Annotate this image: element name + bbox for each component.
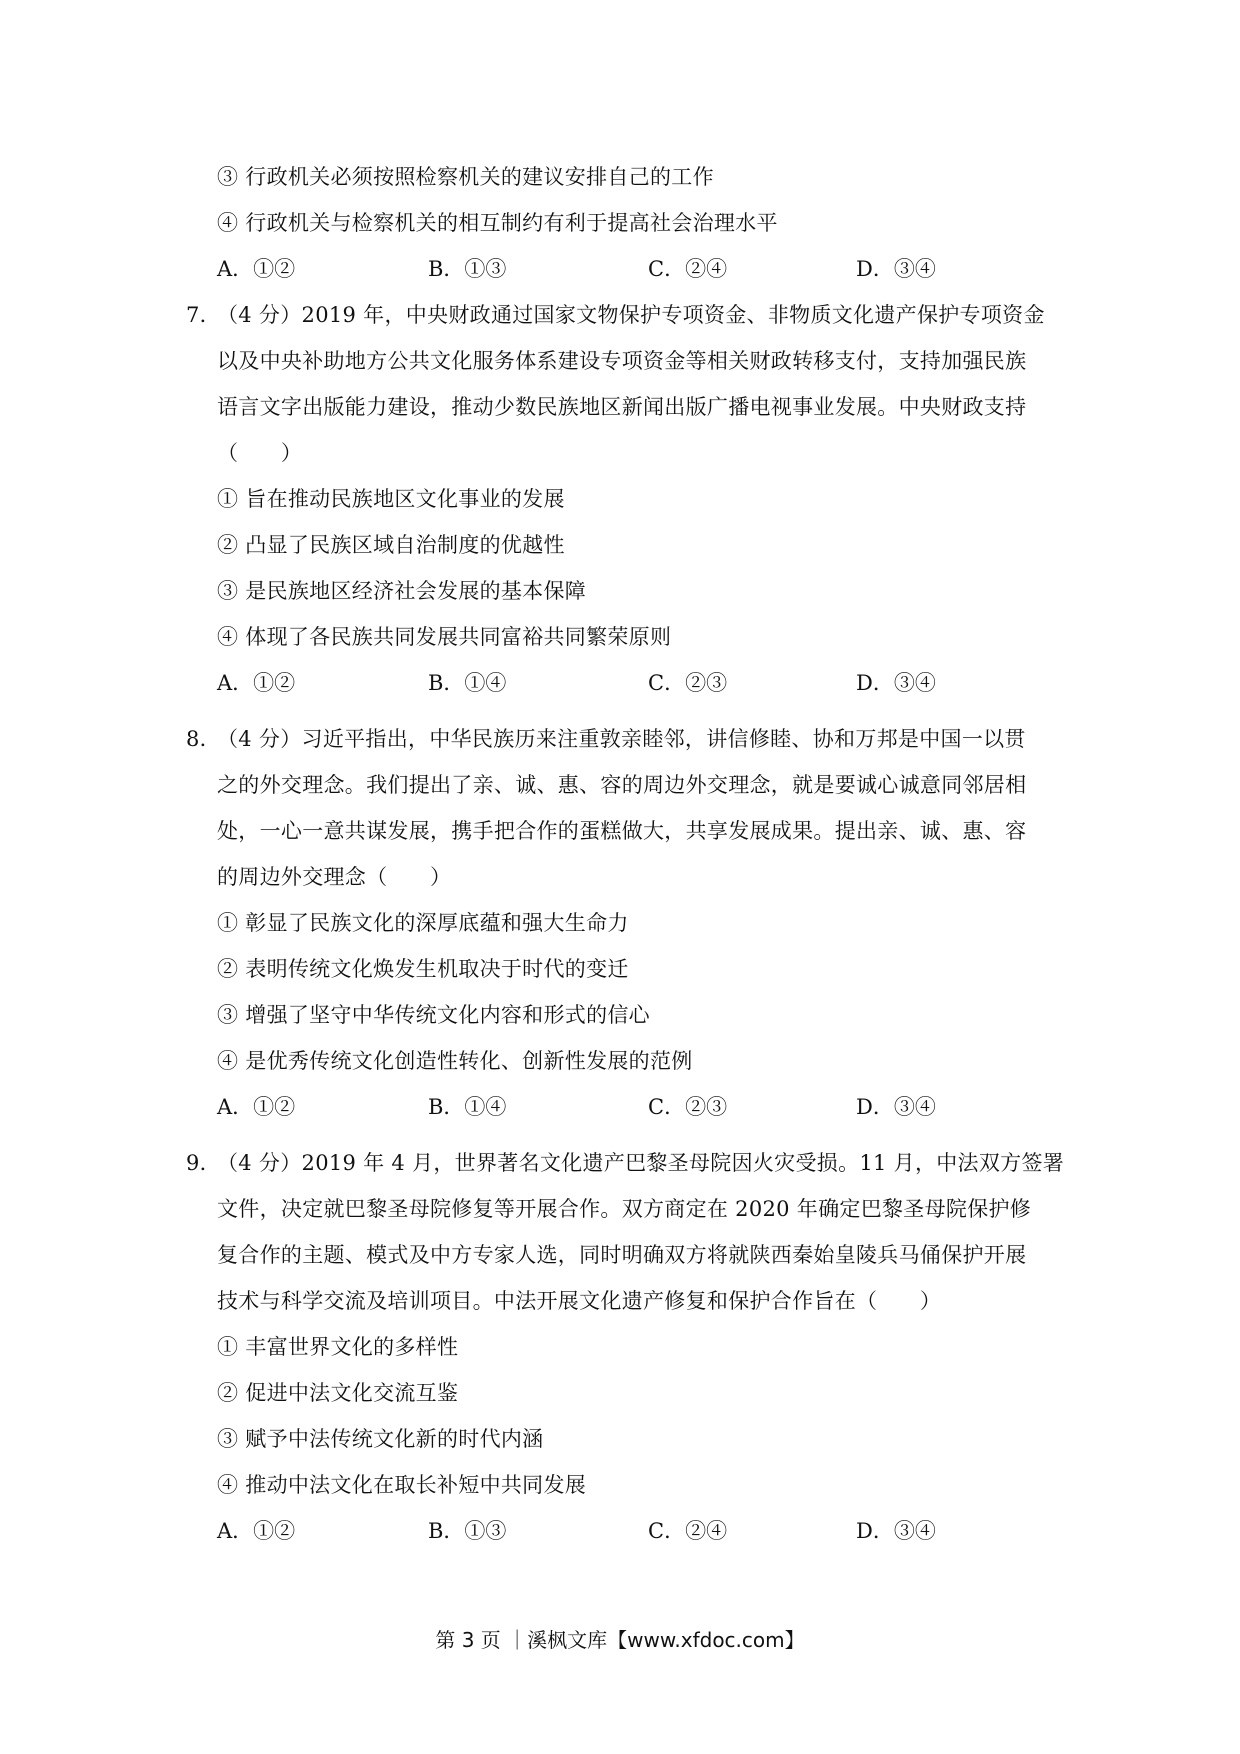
- choice-c: C．②④: [648, 1519, 728, 1543]
- q8-option-4: ④ 是优秀传统文化创造性转化、创新性发展的范例: [217, 1049, 693, 1073]
- q7-stem-line-4: （ ）: [217, 441, 303, 465]
- q8-choices: [217, 1092, 1017, 1122]
- choice-b: B．①③: [428, 1519, 507, 1543]
- q7-stem-line-1: [186, 300, 1056, 330]
- choice-c: C．②③: [648, 1095, 728, 1119]
- q8-stem-text-1: （4 分）习近平指出，中华民族历来注重敦亲睦邻，讲信修睦、协和万邦是中国一以贯: [217, 727, 1026, 751]
- q9-option-4: ④ 推动中法文化在取长补短中共同发展: [217, 1473, 587, 1497]
- q7-option-1: ① 旨在推动民族地区文化事业的发展: [217, 487, 565, 511]
- q8-option-1: ① 彰显了民族文化的深厚底蕴和强大生命力: [217, 911, 629, 935]
- q9-stem-line-3: 复合作的主题、模式及中方专家人选，同时明确双方将就陕西秦始皇陵兵马俑保护开展: [217, 1243, 1027, 1267]
- prev-option-4: ④ 行政机关与检察机关的相互制约有利于提高社会治理水平: [217, 211, 778, 235]
- q9-stem-line-4: 技术与科学交流及培训项目。中法开展文化遗产修复和保护合作旨在（ ）: [217, 1289, 942, 1313]
- choice-a: A．①②: [217, 257, 296, 281]
- prev-option-3: ③ 行政机关必须按照检察机关的建议安排自己的工作: [217, 165, 714, 189]
- q9-option-1: ① 丰富世界文化的多样性: [217, 1335, 459, 1359]
- q9-choices: [217, 1516, 1017, 1546]
- q9-stem-line-2: 文件，决定就巴黎圣母院修复等开展合作。双方商定在 2020 年确定巴黎圣母院保护修: [217, 1197, 1032, 1221]
- choice-c: C．②③: [648, 671, 728, 695]
- q8-number: 8．: [186, 727, 221, 751]
- choice-b: B．①③: [428, 257, 507, 281]
- q7-option-3: ③ 是民族地区经济社会发展的基本保障: [217, 579, 587, 603]
- choice-a: A．①②: [217, 1519, 296, 1543]
- choice-d: D．③④: [856, 671, 936, 695]
- q8-stem-line-2: 之的外交理念。我们提出了亲、诚、惠、容的周边外交理念，就是要诚心诚意同邻居相: [217, 773, 1027, 797]
- q7-stem-text-1: （4 分）2019 年，中央财政通过国家文物保护专项资金、非物质文化遗产保护专项资金: [217, 303, 1045, 327]
- choice-d: D．③④: [856, 257, 936, 281]
- q8-stem-line-1: [186, 724, 1056, 754]
- q8-stem-line-3: 处，一心一意共谋发展，携手把合作的蛋糕做大，共享发展成果。提出亲、诚、惠、容: [217, 819, 1027, 843]
- q7-choices: [217, 668, 1017, 698]
- q9-option-2: ② 促进中法文化交流互鉴: [217, 1381, 459, 1405]
- q8-stem-line-4: 的周边外交理念（ ）: [217, 865, 452, 889]
- q9-stem-text-1: （4 分）2019 年 4 月，世界著名文化遗产巴黎圣母院因火灾受损。11 月，中法双方签署: [217, 1151, 1065, 1175]
- choice-b: B．①④: [428, 1095, 507, 1119]
- q7-stem-line-2: 以及中央补助地方公共文化服务体系建设专项资金等相关财政转移支付，支持加强民族: [217, 349, 1027, 373]
- choice-a: A．①②: [217, 1095, 296, 1119]
- q8-option-2: ② 表明传统文化焕发生机取决于时代的变迁: [217, 957, 629, 981]
- q9-option-3: ③ 赋予中法传统文化新的时代内涵: [217, 1427, 544, 1451]
- q7-option-2: ② 凸显了民族区域自治制度的优越性: [217, 533, 565, 557]
- q7-option-4: ④ 体现了各民族共同发展共同富裕共同繁荣原则: [217, 625, 672, 649]
- prev-choices: [217, 254, 1017, 284]
- q9-number: 9．: [186, 1151, 221, 1175]
- choice-a: A．①②: [217, 671, 296, 695]
- page-footer: 第 3 页 ｜溪枫文库【www.xfdoc.com】: [435, 1628, 805, 1652]
- choice-c: C．②④: [648, 257, 728, 281]
- choice-d: D．③④: [856, 1519, 936, 1543]
- q9-stem-line-1: [186, 1148, 1065, 1178]
- choice-b: B．①④: [428, 671, 507, 695]
- choice-d: D．③④: [856, 1095, 936, 1119]
- q7-number: 7．: [186, 303, 221, 327]
- q7-stem-line-3: 语言文字出版能力建设，推动少数民族地区新闻出版广播电视事业发展。中央财政支持: [217, 395, 1027, 419]
- q8-option-3: ③ 增强了坚守中华传统文化内容和形式的信心: [217, 1003, 650, 1027]
